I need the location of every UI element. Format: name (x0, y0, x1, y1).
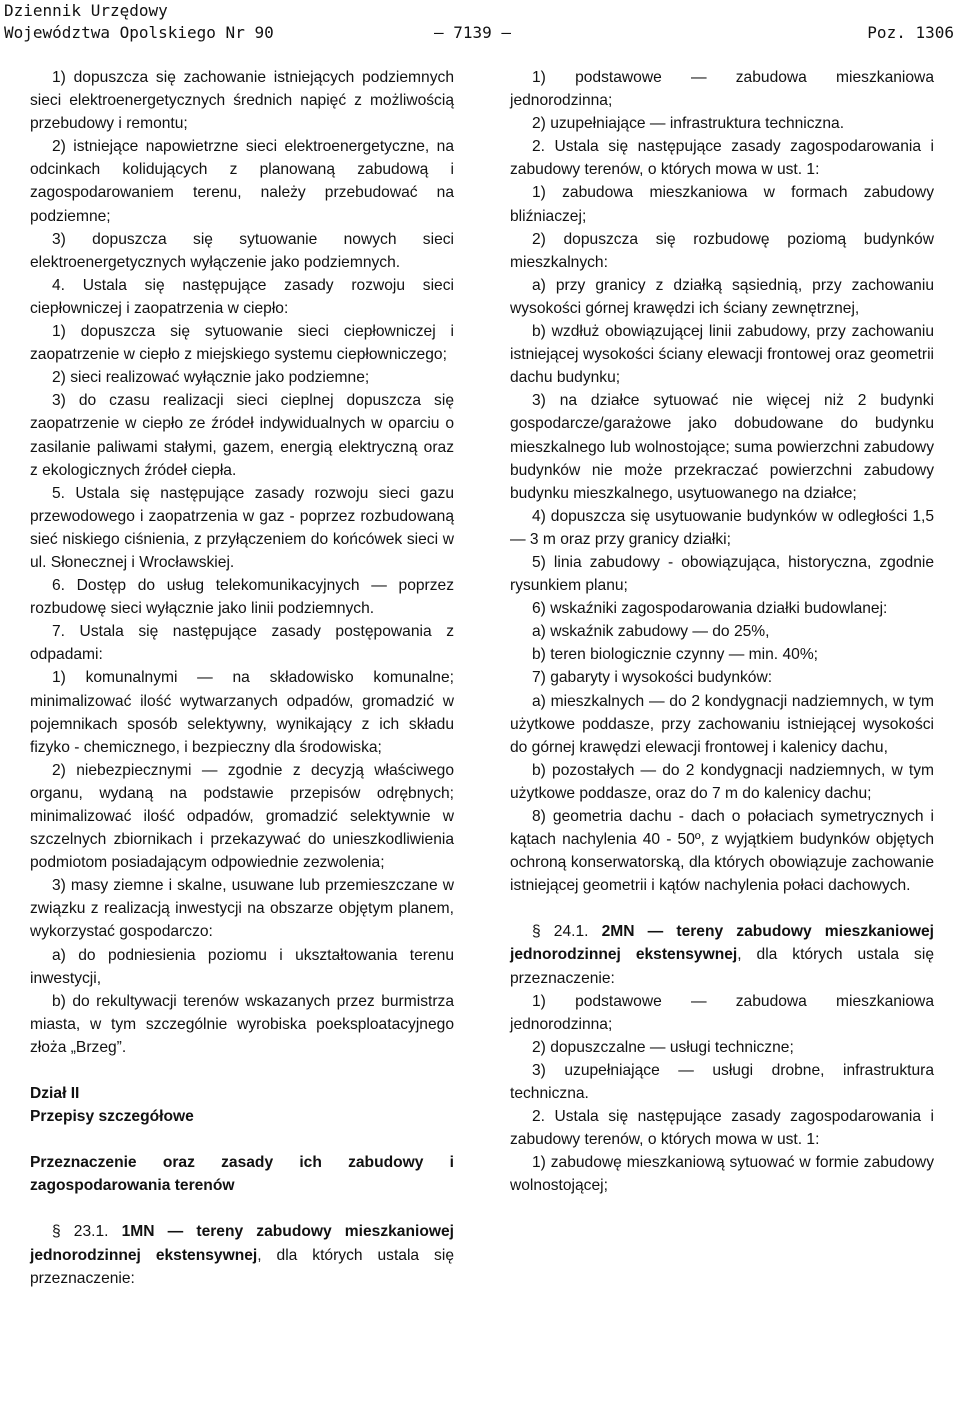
paragraph: 1) zabudowę mieszkaniową sytuować w formie zabudowy wolnostojącej; (510, 1154, 934, 1195)
left-column (30, 66, 454, 1290)
paragraph: b) do rekultywacji terenów wskazanych przez burmistrza miasta, w tym szczególnie wyrobiska poeksploatacyjnego złoża „Brzeg”. (30, 992, 454, 1056)
paragraph: 4. Ustala się następujące zasady rozwoju sieci ciepłowniczej i zaopatrzenia w ciepło: (30, 276, 454, 317)
paragraph: a) przy granicy z działką sąsiednią, przy zachowaniu wysokości górnej krawędzi ich ściany zewnętrznej, (510, 276, 934, 317)
paragraph: 8) geometria dachu - dach o połaciach symetrycznych i kątach nachylenia 40 - 50º, z wyjątkiem budynków objętych ochroną konserwatorską, dla których obowiązuje zachowanie istniejącej geometrii i kątów nachylenia połaci dachowych. (510, 808, 934, 895)
page-header (0, 0, 960, 44)
zone-name-2mn: 2MN — tereny zabudowy mieszkaniowej jednorodzinnej ekstensywnej (510, 923, 934, 964)
chapter-heading: Przeznaczenie oraz zasady ich zabudowy i zagospodarowania terenów (30, 1154, 454, 1195)
position-number: Poz. 1306 (867, 23, 954, 42)
paragraph: a) mieszkalnych — do 2 kondygnacji nadziemnych, w tym użytkowe poddasze, przy zachowaniu istniejącej wysokości do górnej krawędzi elewacji frontowej i kalenicy dachu, (510, 692, 934, 756)
page-number: – 7139 – (434, 23, 512, 42)
paragraph: 5) linia zabudowy - obowiązująca, historyczna, zgodnie rysunkiem planu; (510, 553, 934, 595)
paragraph: 2. Ustala się następujące zasady zagospodarowania i zabudowy terenów, o których mowa w ust. 1: (510, 138, 934, 179)
paragraph-section-24: § 24.1. 2MN — tereny zabudowy mieszkaniowej jednorodzinnej ekstensywnej, dla których ustala się przeznaczenie: (510, 923, 934, 987)
paragraph: 6) wskaźniki zagospodarowania działki budowlanej: (532, 600, 888, 618)
paragraph: 2. Ustala się następujące zasady zagospodarowania i zabudowy terenów, o których mowa w ust. 1: (510, 1108, 934, 1149)
paragraph: 2) niebezpiecznymi — zgodnie z decyzją właściwego organu, wydaną na podstawie przepisów odrębnych; minimalizować ilość odpadów, gromadzić selektywnie w szczelnych zbiornikach i przekazywać do unieszkodliwienia podmiotom posiadającym odpowiednie zezwolenia; (30, 761, 454, 872)
paragraph: 3) na działce sytuować nie więcej niż 2 budynki gospodarcze/garażowe jako dobudowane do budynku mieszkalnego lub wolnostojące; suma powierzchni zabudowy budynków nie może przekraczać powierzchni zabudowy budynku mieszkalnego, usytuowanego na działce; (510, 392, 934, 502)
journal-issue: Województwa Opolskiego Nr 90 (4, 23, 274, 42)
paragraph: 2) sieci realizować wyłącznie jako podziemne; (52, 369, 370, 387)
paragraph: 1) podstawowe — zabudowa mieszkaniowa jednorodzinna; (510, 992, 934, 1033)
paragraph: b) teren biologicznie czynny — min. 40%; (532, 646, 819, 664)
paragraph: 2) dopuszczalne — usługi techniczne; (532, 1038, 794, 1056)
paragraph: b) pozostałych — do 2 kondygnacji nadziemnych, w tym użytkowe poddasze, oraz do 7 m do kalenicy dachu; (510, 761, 934, 802)
paragraph: 1) dopuszcza się zachowanie istniejących podziemnych sieci elektroenergetycznych średnich napięć z możliwością przebudowy i remontu; (30, 69, 454, 133)
paragraph: 1) dopuszcza się sytuowanie sieci ciepłowniczej i zaopatrzenie w ciepło z miejskiego systemu ciepłowniczego; (30, 323, 454, 364)
section-subheading: Przepisy szczegółowe (30, 1108, 194, 1126)
paragraph: 6. Dostęp do usług telekomunikacyjnych — poprzez rozbudowę sieci wyłącznie jako linii podziemnych. (30, 577, 454, 618)
paragraph: b) wzdłuż obowiązującej linii zabudowy, przy zachowaniu istniejącej wysokości ściany elewacji frontowej oraz geometrii dachu budynku; (510, 323, 934, 387)
zone-name-1mn: 1MN — tereny zabudowy mieszkaniowej jednorodzinnej ekstensywnej (30, 1223, 454, 1264)
paragraph: 3) do czasu realizacji sieci cieplnej dopuszcza się zaopatrzenie w ciepło ze źródeł indywidualnych w oparciu o zasilanie paliwami stałymi, gazem, energią elektryczną oraz z ekologicznych źródeł ciepła. (30, 392, 454, 479)
paragraph-section-23: § 23.1. 1MN — tereny zabudowy mieszkaniowej jednorodzinnej ekstensywnej, dla których ustala się przeznaczenie: (30, 1223, 454, 1287)
section-heading: Dział II (30, 1085, 80, 1103)
paragraph: 2) istniejące napowietrzne sieci elektroenergetyczne, na odcinkach kolidujących z planowaną zabudową i zagospodarowaniem terenu, należy przebudować na podziemne; (30, 138, 454, 225)
right-column (510, 66, 934, 1198)
paragraph: a) wskaźnik zabudowy — do 25%, (532, 623, 770, 641)
paragraph: 5. Ustala się następujące zasady rozwoju sieci gazu przewodowego i zaopatrzenia w gaz - poprzez rozbudowaną sieć niskiego ciśnienia, z przyłączeniem do końcówek sieci w ul. Słonecznej i Wrocławskiej. (30, 484, 454, 571)
paragraph: 3) uzupełniające — usługi drobne, infrastruktura techniczna. (510, 1061, 934, 1103)
paragraph: 3) masy ziemne i skalne, usuwane lub przemieszczane w związku z realizacją inwestycji na obszarze objętym planem, wykorzystać gospodarczo: (30, 877, 454, 941)
journal-title: Dziennik Urzędowy (4, 1, 168, 20)
paragraph: 3) dopuszcza się sytuowanie nowych sieci elektroenergetycznych wyłączenie jako podziemnych. (30, 230, 454, 271)
paragraph: 7. Ustala się następujące zasady postępowania z odpadami: (30, 623, 454, 664)
paragraph: a) do podniesienia poziomu i ukształtowania terenu inwestycji, (30, 946, 454, 987)
paragraph: 1) zabudowa mieszkaniowa w formach zabudowy bliźniaczej; (510, 184, 934, 225)
paragraph: 1) podstawowe — zabudowa mieszkaniowa jednorodzinna; (510, 69, 934, 110)
paragraph: 4) dopuszcza się usytuowanie budynków w odległości 1,5 — 3 m oraz przy granicy działki; (510, 507, 934, 548)
paragraph: 7) gabaryty i wysokości budynków: (532, 669, 773, 687)
paragraph: 1) komunalnymi — na składowisko komunalne; minimalizować ilość wytwarzanych odpadów, gromadzić w pojemnikach sposób selektywny, wynikający z ich składu fizyko - chemicznego, i bezpieczny dla środowiska; (30, 669, 454, 756)
paragraph: 2) dopuszcza się rozbudowę poziomą budynków mieszkalnych: (510, 230, 934, 271)
paragraph: 2) uzupełniające — infrastruktura techniczna. (532, 115, 845, 133)
